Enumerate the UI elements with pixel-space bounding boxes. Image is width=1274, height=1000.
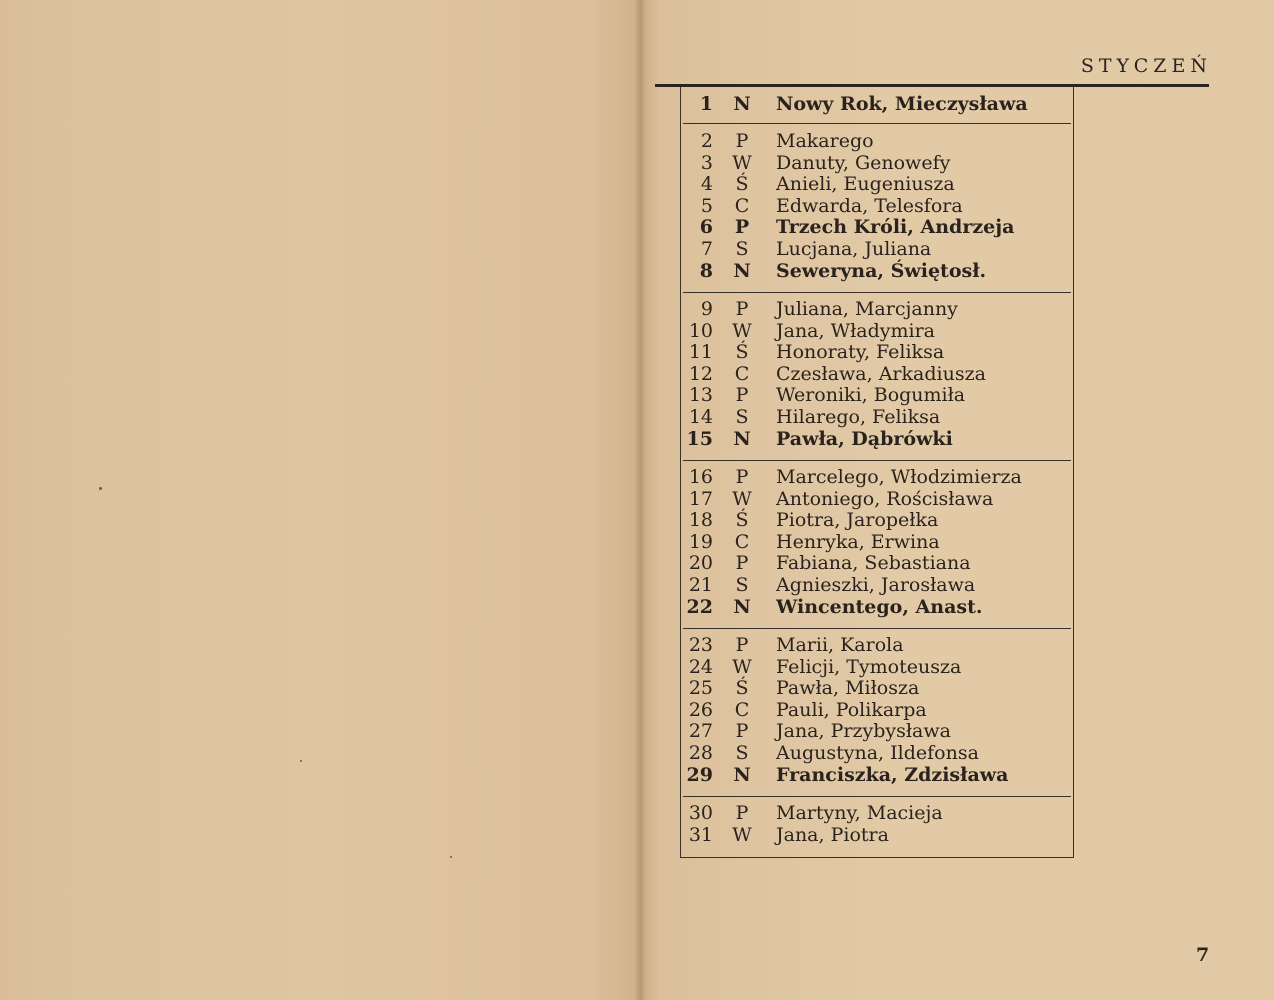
- calendar-day-row: [680, 657, 1072, 679]
- calendar-day-row: [680, 721, 1072, 743]
- calendar-day-row: [680, 489, 1072, 511]
- calendar-day-row: [680, 239, 1072, 261]
- calendar-day-row: [680, 385, 1072, 407]
- day-number: 3: [700, 151, 713, 174]
- day-number: 23: [688, 634, 713, 656]
- day-number: 12: [688, 362, 713, 385]
- day-of-week: C: [734, 362, 750, 385]
- day-of-week: N: [733, 595, 751, 618]
- day-number: 5: [700, 194, 713, 217]
- day-number: 26: [688, 698, 713, 721]
- calendar-week: [680, 635, 1072, 786]
- name-day-names: Danuty, Genowefy: [776, 151, 951, 174]
- name-day-names: Anieli, Eugeniusza: [776, 173, 955, 196]
- day-of-week: C: [734, 698, 750, 721]
- week-separator-rule: [683, 796, 1071, 797]
- day-number: 24: [688, 655, 713, 678]
- calendar-week: [680, 803, 1072, 846]
- day-of-week: P: [735, 130, 749, 152]
- week-separator-rule: [683, 292, 1071, 293]
- name-day-names: Jana, Piotra: [776, 823, 889, 846]
- calendar-day-row: [680, 575, 1072, 597]
- day-of-week: S: [735, 405, 749, 428]
- day-number: 11: [688, 341, 713, 364]
- day-number: 20: [688, 552, 713, 575]
- name-day-names: Felicji, Tymoteusza: [776, 655, 962, 678]
- week-separator-rule: [683, 460, 1071, 461]
- week-separator-rule: [683, 123, 1071, 124]
- day-number: 22: [686, 595, 713, 618]
- day-of-week: S: [735, 741, 749, 764]
- day-of-week: W: [732, 151, 752, 174]
- day-of-week: C: [734, 530, 750, 553]
- day-of-week: P: [734, 216, 750, 239]
- name-day-names: Jana, Władymira: [776, 319, 936, 342]
- paper-speck: [300, 760, 302, 762]
- calendar-day-row: [680, 261, 1072, 283]
- name-day-names: Pawła, Dąbrówki: [776, 427, 953, 450]
- name-day-names: Martyny, Macieja: [776, 802, 943, 824]
- day-number: 10: [688, 319, 713, 342]
- week-separator-rule: [683, 628, 1071, 629]
- day-number: 16: [688, 466, 713, 488]
- name-day-names: Pawła, Miłosza: [776, 677, 920, 700]
- calendar-day-row: [680, 407, 1072, 429]
- day-number: 1: [699, 93, 713, 115]
- calendar-day-row: [680, 321, 1072, 343]
- name-day-names: Pauli, Polikarpa: [776, 698, 927, 721]
- day-of-week: S: [735, 237, 749, 260]
- name-day-names: Lucjana, Juliana: [776, 237, 932, 260]
- day-of-week: W: [732, 319, 752, 342]
- paper-speck: [99, 487, 102, 490]
- calendar-day-row: [680, 635, 1072, 657]
- calendar-day-row: [680, 196, 1072, 218]
- calendar-week: [680, 131, 1072, 282]
- name-day-names: Makarego: [776, 130, 874, 152]
- day-number: 21: [688, 573, 713, 596]
- calendar-day-row: [680, 364, 1072, 386]
- day-of-week: Ś: [735, 341, 749, 364]
- name-day-names: Antoniego, Rościsława: [776, 487, 994, 510]
- name-day-names: Jana, Przybysława: [776, 720, 951, 743]
- name-day-names: Trzech Króli, Andrzeja: [776, 216, 1015, 239]
- day-of-week: N: [733, 259, 751, 282]
- name-day-names: Seweryna, Świętosł.: [776, 259, 987, 282]
- name-day-names: Nowy Rok, Mieczysława: [776, 93, 1028, 115]
- calendar-day-row: [680, 299, 1072, 321]
- day-of-week: N: [733, 763, 751, 786]
- calendar-day-row: [680, 153, 1072, 175]
- name-day-names: Agnieszki, Jarosława: [776, 573, 976, 596]
- calendar-day-row: [680, 700, 1072, 722]
- calendar-day-row: [680, 510, 1072, 532]
- month-title: STYCZEŃ: [1080, 55, 1212, 77]
- calendar-day-row: [680, 743, 1072, 765]
- day-of-week: Ś: [735, 677, 749, 700]
- calendar-day-row: [680, 825, 1072, 847]
- calendar-day-row: [680, 467, 1072, 489]
- calendar-day-row: [680, 553, 1072, 575]
- page-number: 7: [1196, 944, 1210, 966]
- calendar-week: [680, 94, 1072, 116]
- calendar-day-row: [680, 765, 1072, 787]
- name-day-names: Edwarda, Telesfora: [776, 194, 963, 217]
- calendar-day-row: [680, 94, 1072, 116]
- day-number: 15: [686, 427, 713, 450]
- name-day-names: Wincentego, Anast.: [776, 595, 983, 618]
- day-of-week: P: [735, 552, 749, 575]
- day-number: 27: [688, 720, 713, 743]
- day-of-week: P: [735, 384, 749, 407]
- calendar-day-row: [680, 342, 1072, 364]
- day-of-week: P: [735, 298, 749, 320]
- name-day-names: Marcelego, Włodzimierza: [776, 466, 1022, 488]
- calendar-day-row: [680, 217, 1072, 239]
- name-day-names: Henryka, Erwina: [776, 530, 940, 553]
- day-of-week: P: [735, 634, 749, 656]
- day-of-week: W: [732, 823, 752, 846]
- day-number: 8: [699, 259, 713, 282]
- calendar-week: [680, 467, 1072, 618]
- day-number: 18: [688, 509, 713, 532]
- day-number: 19: [688, 530, 713, 553]
- day-of-week: N: [733, 427, 751, 450]
- day-of-week: W: [732, 655, 752, 678]
- name-day-names: Augustyna, Ildefonsa: [776, 741, 979, 764]
- name-day-names: Franciszka, Zdzisława: [776, 763, 1009, 786]
- calendar-day-row: [680, 131, 1072, 153]
- calendar-week: [680, 299, 1072, 450]
- day-of-week: S: [735, 573, 749, 596]
- name-day-names: Czesława, Arkadiusza: [776, 362, 986, 385]
- calendar-day-row: [680, 174, 1072, 196]
- day-number: 25: [688, 677, 713, 700]
- name-day-names: Fabiana, Sebastiana: [776, 552, 971, 575]
- name-day-names: Marii, Karola: [776, 634, 904, 656]
- day-number: 30: [688, 802, 713, 824]
- day-number: 9: [700, 298, 713, 320]
- day-number: 14: [688, 405, 713, 428]
- day-number: 13: [688, 384, 713, 407]
- day-of-week: N: [733, 93, 751, 115]
- name-day-names: Honoraty, Feliksa: [776, 341, 945, 364]
- calendar-day-row: [680, 429, 1072, 451]
- book-gutter: [634, 0, 646, 1000]
- name-day-names: Hilarego, Feliksa: [776, 405, 941, 428]
- day-of-week: C: [734, 194, 750, 217]
- day-of-week: P: [735, 802, 749, 824]
- paper-speck: [450, 856, 452, 858]
- day-number: 7: [700, 237, 713, 260]
- day-of-week: W: [732, 487, 752, 510]
- day-number: 31: [688, 823, 713, 846]
- day-number: 2: [700, 130, 713, 152]
- day-number: 28: [688, 741, 713, 764]
- name-day-names: Weroniki, Bogumiła: [776, 384, 966, 407]
- day-number: 6: [699, 216, 713, 239]
- calendar-day-row: [680, 532, 1072, 554]
- name-day-names: Juliana, Marcjanny: [776, 298, 958, 320]
- day-number: 4: [700, 173, 713, 196]
- day-of-week: P: [735, 720, 749, 743]
- day-of-week: Ś: [735, 509, 749, 532]
- name-day-names: Piotra, Jaropełka: [776, 509, 939, 532]
- day-of-week: Ś: [735, 173, 749, 196]
- calendar-day-row: [680, 678, 1072, 700]
- calendar-day-row: [680, 803, 1072, 825]
- calendar-day-row: [680, 597, 1072, 619]
- day-number: 29: [686, 763, 713, 786]
- day-of-week: P: [735, 466, 749, 488]
- day-number: 17: [688, 487, 713, 510]
